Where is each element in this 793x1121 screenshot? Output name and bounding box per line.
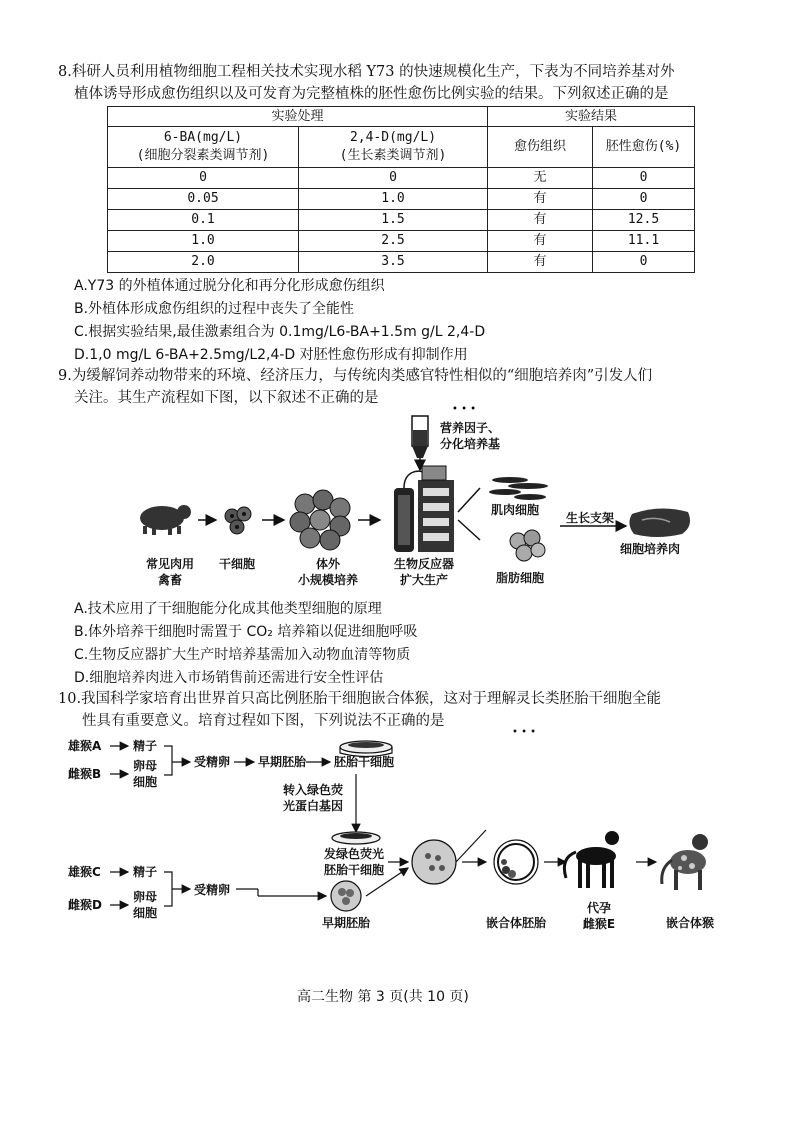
table-cell: 0.1 [108, 210, 299, 231]
label-surrogate [574, 900, 624, 932]
q10-stem-line1: 10.我国科学家培育出世界首只高比例胚胎干细胞嵌合体猴，这对于理解灵长类胚胎干细胞全能 [58, 691, 662, 707]
page-footer: 高二生物 第 3 页(共 10 页) [297, 989, 469, 1005]
q9-figure [140, 404, 690, 561]
q9-stem-line2: 关注。其生产流程如下图，以下叙述不正确的是 [74, 390, 379, 406]
q9-option-c: C.生物反应器扩大生产时培养基需加入动物血清等物质 [74, 647, 411, 663]
label-bioreactor [386, 556, 462, 588]
chimera-embryo-icon [494, 840, 538, 884]
label-gfp-gene-line2: 光蛋白基因 [283, 799, 344, 813]
label-gfp-esc-line1: 发绿色荧光 [323, 847, 384, 861]
label-nutrient [440, 420, 500, 452]
q10-stem-line2: 性具有重要意义。培育过程如下图，下列说法不正确的是 [82, 713, 445, 729]
table-cell: 1.0 [108, 231, 299, 252]
label-sperm-top: 精子 [133, 739, 158, 753]
table-header-6ba-unit: 6-BA(mg/L) [163, 130, 243, 145]
table-cell: 0 [299, 168, 488, 189]
label-nutrient-line1: 营养因子、 [440, 421, 501, 435]
label-nutrient-line2: 分化培养基 [440, 437, 501, 451]
label-female-b: 雌猴B [68, 767, 102, 781]
gfp-dish-icon [332, 832, 380, 844]
table-cell: 1.0 [299, 189, 488, 210]
table-cell: 11.1 [593, 231, 695, 252]
table-cell: 2.5 [299, 231, 488, 252]
label-egg-bottom [133, 889, 157, 921]
table-cell: 有 [488, 252, 593, 273]
label-zygote-bottom: 受精卵 [194, 883, 231, 897]
table-cell: 0 [593, 252, 695, 273]
label-egg-top [133, 758, 157, 790]
q8-option-b: B.外植体形成愈伤组织的过程中丧失了全能性 [74, 301, 355, 317]
label-esc: 胚胎干细胞 [334, 755, 395, 769]
label-bioreactor-line2: 扩大生产 [399, 573, 448, 587]
table-group-result: 实验结果 [488, 107, 695, 127]
label-invitro-line1: 体外 [315, 557, 340, 571]
bioreactor-icon [394, 466, 454, 552]
cell-cluster-icon [290, 490, 350, 550]
table-header-6ba-note: (细胞分裂素类调节剂) [136, 148, 270, 163]
fat-cell-icon [510, 530, 545, 561]
q8-option-c: C.根据实验结果,最佳激素组合为 0.1mg/L6-BA+1.5m g/L 2,4-D [74, 324, 486, 340]
table-header-24d-note: (生长素类调节剂) [339, 148, 447, 163]
q9-option-a: A.技术应用了干细胞能分化成其他类型细胞的原理 [74, 601, 382, 617]
q9-option-d: D.细胞培养肉进入市场销售前还需进行安全性评估 [74, 670, 384, 686]
q9-option-b: B.体外培养干细胞时需置于 CO₂ 培养箱以促进细胞呼吸 [74, 624, 418, 640]
label-early-embryo-top: 早期胚胎 [258, 755, 307, 769]
table-cell: 0 [593, 168, 695, 189]
label-sperm-bottom: 精子 [133, 865, 158, 879]
label-chimera-embryo: 嵌合体胚胎 [486, 916, 547, 930]
label-scaffold: 生长支架 [566, 511, 615, 525]
table-header-24d-unit: 2,4-D(mg/L) [349, 130, 437, 145]
table-cell: 12.5 [593, 210, 695, 231]
label-male-a: 雄猴A [68, 739, 102, 753]
injection-embryo-icon [412, 830, 486, 884]
label-gfp-esc-line2: 胚胎干细胞 [323, 863, 384, 877]
label-zygote-top: 受精卵 [194, 755, 231, 769]
chimera-monkey-icon [662, 834, 708, 890]
label-stem-cell: 干细胞 [218, 557, 255, 571]
table-group-treatment: 实验处理 [108, 107, 488, 127]
table-cell: 1.5 [299, 210, 488, 231]
label-livestock-line2: 禽畜 [157, 573, 182, 587]
table-cell: 无 [488, 168, 593, 189]
label-meat: 细胞培养肉 [620, 542, 681, 556]
label-gfp-gene-line1: 转入绿色荧 [283, 783, 344, 797]
table-cell: 有 [488, 210, 593, 231]
label-early-embryo-bottom: 早期胚胎 [322, 916, 371, 930]
table-cell: 2.0 [108, 252, 299, 273]
label-surrogate-line2: 雌猴E [582, 917, 616, 931]
q8-option-d: D.1,0 mg/L 6-BA+2.5mg/L2,4-D 对胚性愈伤形成有抑制作用 [74, 347, 468, 363]
label-gfp-esc [316, 846, 392, 878]
table-cell: 0 [593, 189, 695, 210]
label-egg-bottom-line2: 细胞 [133, 906, 158, 920]
label-egg-bottom-line1: 卵母 [133, 890, 158, 904]
label-muscle: 肌肉细胞 [491, 503, 540, 517]
label-egg-top-line1: 卵母 [133, 759, 158, 773]
dots-mark: • • • [452, 404, 477, 415]
table-cell: 0 [108, 168, 299, 189]
label-gfp-gene [283, 782, 343, 814]
label-bioreactor-line1: 生物反应器 [393, 557, 454, 571]
stem-cell-icon [225, 507, 251, 534]
q8-stem-line1: 8.科研人员利用植物细胞工程相关技术实现水稻 Y73 的快速规模化生产，下表为不同培养基对外 [58, 64, 675, 80]
q8-option-a: A.Y73 的外植体通过脱分化和再分化形成愈伤组织 [74, 278, 385, 294]
label-female-d: 雌猴D [68, 898, 102, 912]
table-cell: 3.5 [299, 252, 488, 273]
label-invitro-line2: 小规模培养 [297, 573, 358, 587]
pig-icon [140, 505, 191, 535]
dropper-icon [412, 416, 428, 470]
label-livestock-line1: 常见肉用 [145, 557, 194, 571]
dots-mark-2: • • • [512, 727, 537, 738]
label-egg-top-line2: 细胞 [133, 775, 158, 789]
q9-stem-line1: 9.为缓解饲养动物带来的环境、经济压力，与传统肉类感官特性相似的“细胞培养肉”引发人们 [58, 368, 653, 384]
label-surrogate-line1: 代孕 [586, 901, 611, 915]
table-header-callus: 愈伤组织 [488, 127, 593, 168]
table-cell: 有 [488, 189, 593, 210]
table-cell: 有 [488, 231, 593, 252]
label-invitro [288, 556, 368, 588]
cultured-meat-icon [629, 508, 690, 537]
muscle-cell-icon [489, 477, 548, 500]
early-embryo-icon [331, 881, 361, 911]
label-fat: 脂肪细胞 [496, 571, 545, 585]
surrogate-monkey-icon [564, 831, 619, 888]
label-chimera-monkey: 嵌合体猴 [666, 916, 715, 930]
table-header-embryogenic: 胚性愈伤(%) [593, 127, 695, 168]
label-male-c: 雄猴C [68, 865, 101, 879]
label-livestock [140, 556, 200, 588]
table-cell: 0.05 [108, 189, 299, 210]
q8-stem-line2: 植体诱导形成愈伤组织以及可发育为完整植株的胚性愈伤比例实验的结果。下列叙述正确的是 [74, 86, 669, 102]
